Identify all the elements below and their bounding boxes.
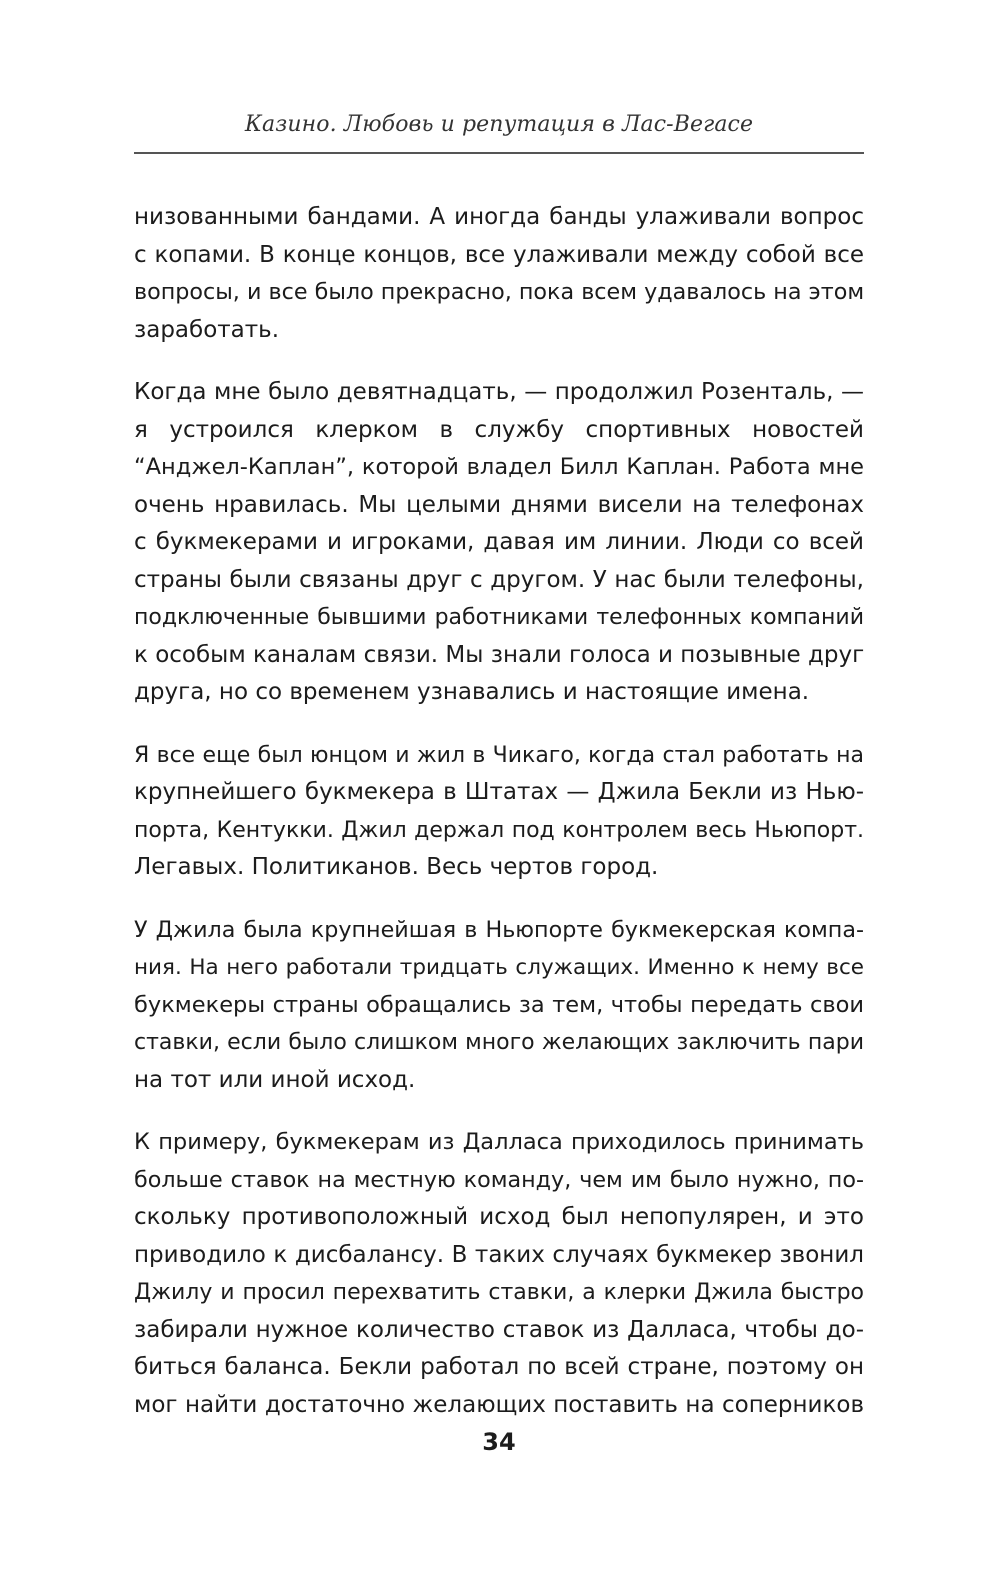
paragraph-4 xyxy=(134,912,864,1100)
text-line: с копами. В конце концов, все улаживали между собой все xyxy=(134,241,864,268)
text-line: на тот или иной исход. xyxy=(134,1066,416,1093)
text-line: заработать. xyxy=(134,316,280,343)
text-line: Я все еще был юнцом и жил в Чикаго, когда стал работать на xyxy=(134,742,864,768)
paragraph-5 xyxy=(134,1124,864,1424)
text-line: букмекеры страны обращались за тем, чтобы передать свои xyxy=(134,991,864,1018)
text-line: биться баланса. Бекли работал по всей стране, поэтому он xyxy=(134,1354,864,1380)
text-line: к особым каналам связи. Мы знали голоса и позывные друг xyxy=(134,641,865,668)
text-line: К примеру, букмекерам из Далласа приходилось принимать xyxy=(134,1129,864,1155)
text-line: Джилу и просил перехватить ставки, а клерки Джила быстро xyxy=(134,1280,864,1305)
paragraph-3 xyxy=(134,737,864,887)
text-line: ния. На него работали тридцать служащих. Именно к нему все xyxy=(134,955,864,980)
running-head: Казино. Любовь и репутация в Лас-Вегасе xyxy=(244,112,754,137)
text-line: “Анджел-Каплан”, которой владел Билл Каплан. Работа мне xyxy=(134,454,864,480)
body-text xyxy=(134,199,864,1449)
text-line: крупнейшего букмекера в Штатах — Джила Бекли из Нью- xyxy=(134,779,864,805)
text-line: порта, Кентукки. Джил держал под контролем весь Ньюпорт. xyxy=(134,817,864,843)
text-line: забирали нужное количество ставок из Далласа, чтобы до- xyxy=(134,1316,864,1343)
text-line: подключенные бывшими работниками телефонных компаний xyxy=(134,605,864,630)
paragraph-2 xyxy=(134,374,864,712)
page-number: 34 xyxy=(482,1428,516,1456)
text-line: приводило к дисбалансу. В таких случаях букмекер звонил xyxy=(134,1241,864,1268)
text-line: скольку противоположный исход был непопулярен, и это xyxy=(134,1204,864,1230)
text-line: Легавых. Политиканов. Весь чертов город. xyxy=(134,854,659,880)
text-line: я устроился клерком в службу спортивных новостей xyxy=(134,416,864,443)
text-line: мог найти достаточно желающих поставить на соперников xyxy=(134,1391,864,1418)
text-line: Когда мне было девятнадцать, — продолжил Розенталь, — xyxy=(134,379,864,405)
text-line: вопросы, и все было прекрасно, пока всем удавалось на этом xyxy=(134,279,865,305)
text-line: с букмекерами и игроками, давая им линии. Люди со всей xyxy=(134,529,864,555)
text-line: друга, но со временем узнавались и настоящие имена. xyxy=(134,679,810,705)
text-line: больше ставок на местную команду, чем им было нужно, по- xyxy=(134,1166,864,1193)
text-line: очень нравилась. Мы целыми днями висели на телефонах xyxy=(134,491,864,518)
text-line: низованными бандами. А иногда банды улаживали вопрос xyxy=(134,204,864,230)
paragraph-1 xyxy=(134,199,864,349)
header-rule xyxy=(134,152,864,154)
text-line: ставки, если было слишком много желающих заключить пари xyxy=(134,1030,864,1055)
text-line: страны были связаны друг с другом. У нас были телефоны, xyxy=(134,566,864,593)
text-line: У Джила была крупнейшая в Ньюпорте букмекерская компа- xyxy=(134,916,864,943)
